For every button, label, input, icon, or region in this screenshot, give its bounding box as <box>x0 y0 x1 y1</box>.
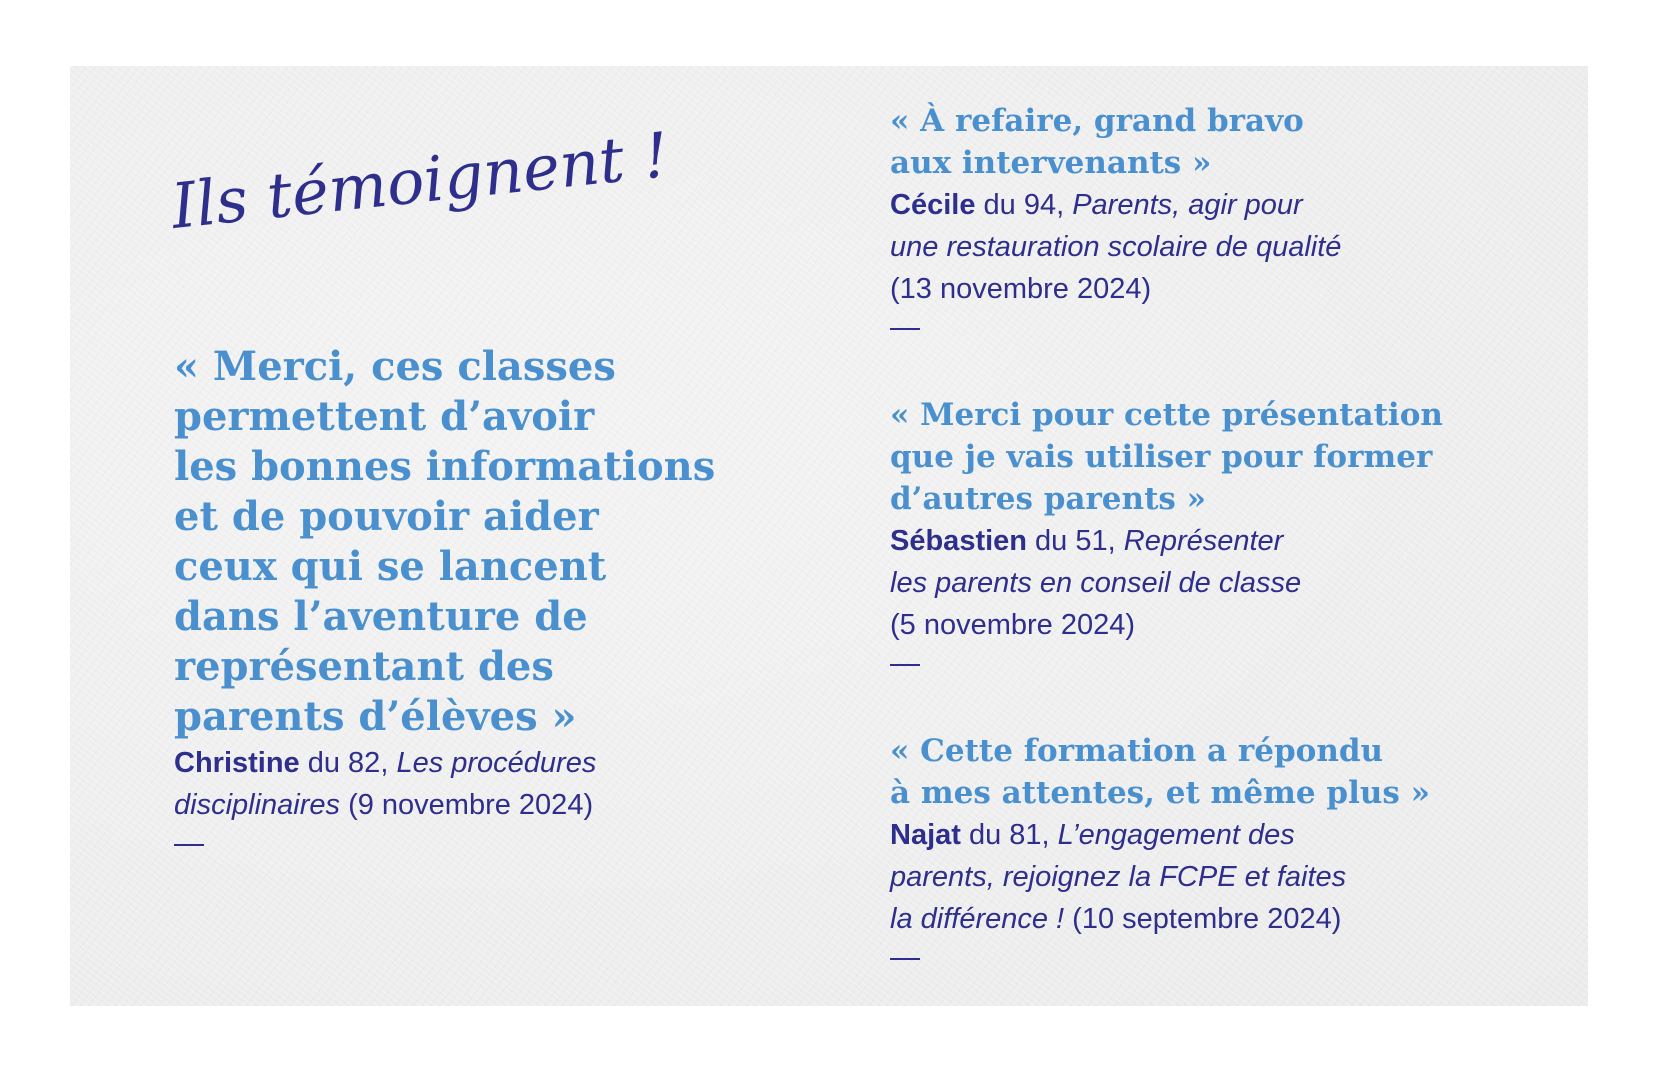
side-quote <box>890 100 1570 184</box>
course-title: Les procédures <box>396 747 597 779</box>
author-name: Sébastien <box>890 525 1027 557</box>
separator-dash <box>890 664 920 666</box>
course-title: Parents, agir pour <box>1072 189 1303 221</box>
quote-line: permettent d’avoir <box>174 393 595 440</box>
course-title: disciplinaires <box>174 789 341 821</box>
title-text: Ils témoignent ! <box>167 118 673 243</box>
quote-line: aux intervenants » <box>890 145 1212 181</box>
quote-line: « À refaire, grand bravo <box>890 103 1304 139</box>
author-origin: du 81, <box>960 819 1058 851</box>
testimonial-meta <box>890 814 1570 940</box>
author-origin: du 51, <box>1027 525 1124 557</box>
quote-line: à mes attentes, et même plus » <box>890 775 1431 811</box>
separator-dash <box>890 328 920 330</box>
quote-line: « Merci pour cette présentation <box>890 397 1443 433</box>
separator-dash <box>890 958 920 960</box>
handwritten-title <box>167 118 673 300</box>
quote-line: représentant des <box>174 643 554 690</box>
testimonial-meta <box>890 184 1570 310</box>
author-origin: du 82, <box>299 747 397 779</box>
quote-line: « Cette formation a répondu <box>890 733 1384 769</box>
side-testimonial <box>890 394 1570 666</box>
quote-line: les bonnes informations <box>174 443 716 490</box>
course-title: parents, rejoignez la FCPE et faites <box>890 861 1347 893</box>
author-origin: du 94, <box>975 189 1073 221</box>
testimonial-meta <box>174 742 774 826</box>
course-title: la différence ! <box>890 903 1065 935</box>
separator-dash <box>174 844 204 846</box>
quote-line: « Merci, ces classes <box>174 343 616 390</box>
author-name: Najat <box>890 819 961 851</box>
side-quote <box>890 730 1570 814</box>
main-testimonial <box>174 342 774 846</box>
author-name: Christine <box>174 747 300 779</box>
author-name: Cécile <box>890 189 976 221</box>
course-title: les parents en conseil de classe <box>890 567 1302 599</box>
testimonial-meta <box>890 520 1570 646</box>
side-quote <box>890 394 1570 520</box>
course-title: une restauration scolaire de qualité <box>890 231 1342 263</box>
quote-line: d’autres parents » <box>890 481 1207 517</box>
course-title: Représenter <box>1123 525 1284 557</box>
testimonial-date: (13 novembre 2024) <box>890 273 1152 305</box>
testimonial-date: (10 septembre 2024) <box>1064 903 1342 935</box>
testimonial-date: (5 novembre 2024) <box>890 609 1136 641</box>
quote-line: et de pouvoir aider <box>174 493 599 540</box>
quote-line: parents d’élèves » <box>174 693 577 740</box>
quote-line: ceux qui se lancent <box>174 543 607 590</box>
quote-line: que je vais utiliser pour former <box>890 439 1433 475</box>
course-title: L’engagement des <box>1057 819 1295 851</box>
quote-line: dans l’aventure de <box>174 593 588 640</box>
testimonial-date: (9 novembre 2024) <box>340 789 594 821</box>
side-testimonial <box>890 100 1570 330</box>
main-quote <box>174 342 774 742</box>
side-testimonial <box>890 730 1570 960</box>
